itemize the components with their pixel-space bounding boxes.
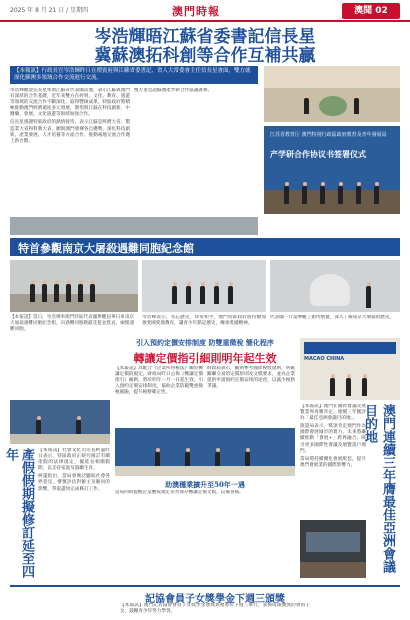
page-header: [0, 0, 410, 22]
signing-ceremony-photo: [264, 126, 400, 214]
story1-body-col1: [10, 88, 130, 213]
award-banner-text: MACAO CHINA: [304, 356, 345, 362]
story4-paragraph: 當局將持續優化會展配套，提升澳門會展業的國際影響力。: [300, 456, 366, 468]
conference-photo: [300, 520, 366, 578]
story2-caption: 【本報訊】當日，岑浩輝率澳門特區代表團參觀侵華日軍南京大屠殺遇難同胞紀念館，向遇難同胞敬獻花籃並默哀，緬懷遇難同胞。: [10, 315, 135, 332]
story1-headline: [10, 28, 400, 66]
story4-headline: 澳門連續三年膺最佳亞洲會議目的地: [362, 404, 395, 573]
story2-body-col2: [270, 315, 400, 335]
story5-body: [38, 448, 110, 578]
section-badge: 澳聞 02: [342, 3, 400, 19]
story4-paragraph: 【本報訊】澳門在國際會議及展覽業界再獲肯定，連續三年獲評為「最佳亞洲會議目的地」。: [300, 404, 366, 422]
story1-paragraph: 信長星感謝特區政府的熱情接待，表示江蘇是經濟大省、製造業大省和科教大省，願與澳門發揮各自優勢，深化科技創新、產業發展、人才培養等方面合作，推動兩地交流合作邁上新台階。: [10, 120, 130, 144]
memorial-photo-1: [10, 260, 138, 312]
story2-banner: [10, 238, 400, 256]
story3-paragraph: 【本報訊】為配合《企業所得稅法》關於轉讓定價的規定，財政局昨日公佈《轉讓定價指引》細則，將於明年一月一日起生效，引入預約定價安排制度，協助企業防範雙重徵稅風險，提升稅務確定性。: [115, 366, 203, 396]
bottom-body: 【本報訊】澳門記者協會會員子女獎學金頒獎典禮將於下週三舉行，表揚成績優異的會員子女，鼓勵青少年努力學習。: [120, 603, 310, 615]
memorial-photo-2: [142, 260, 266, 312]
story3-paragraph: 當局同時提醒企業應按規定妥善保存轉讓定價文檔，以備查核。: [115, 490, 244, 495]
story3-body-col1: [115, 366, 203, 426]
meeting-photo: [264, 66, 400, 122]
story1-headline-line1: 岑浩輝晤江蘇省委書記信長星: [94, 27, 316, 47]
signing-backdrop-line2: 产学研合作协议书签署仪式: [270, 150, 366, 159]
story1-wide-photo: [10, 217, 258, 235]
signing-backdrop-line1: 江苏省教育厅 澳門特別行政區政府教育及青年發展局: [270, 132, 387, 138]
story1-paragraph: 雙方並見證蘇澳產學研合作協議簽署。: [134, 88, 213, 93]
maternity-meeting-photo: [10, 400, 110, 444]
story1-paragraph: 岑浩輝歡迎信長星率領江蘇省代表團訪澳，表示江蘇與澳門有深厚的合作基礎，近年來雙方在經貿、文化、教育、旅遊等領域的交流合作不斷深化，取得豐碩成果。特區政府將積極推動澳門經濟適度多元發展，期望與江蘇在科技創新、中醫藥、會展、文化旅遊等領域加強合作。: [10, 88, 130, 118]
story2-paragraph: 代表團一行還參觀了館內展覽，深入了解南京大屠殺的歷史。: [270, 315, 395, 320]
story3-body-col2: [207, 366, 295, 426]
story5-paragraph: 柯嵐指出，當局會廣泛聽取社會各界意見，審慎評估對僱主及僱員的影響，爭取盡快完成修訂工作。: [38, 474, 110, 492]
tax-briefing-photo: [115, 428, 295, 476]
bottom-story: [10, 585, 400, 615]
bottom-headline: 記協會員子女獎學金下週三頒獎: [145, 594, 285, 605]
story2-paragraph: 岑浩輝表示，勿忘歷史，珍愛和平，澳門特區政府將持續加強愛國愛澳教育，讓青少年銘記歷史，傳承愛國精神。: [142, 315, 266, 327]
story1-body-col2: [134, 88, 258, 213]
masthead: 澳門時報: [172, 5, 220, 18]
story5-paragraph: 【本報訊】社會文化司司長柯嵐昨日表示，特區政府正研究修訂有關產假的法律規定，擬延長相關假期，以支持家庭及鼓勵生育。: [38, 448, 110, 472]
story1-lead: 【本報訊】行政長官岑浩輝昨日在禮賓府與江蘇省委書記、省人大常委會主任信長星會面，雙方就深化蘇澳多領域合作交流進行交流。: [10, 66, 258, 84]
story2-body-col1: [142, 315, 266, 335]
issue-date: 2025 年 8 月 21 日 / 星期四: [10, 7, 89, 14]
story4-paragraph: 旅遊局表示，獎項肯定澳門作為國際會展城市的實力，未來將繼續推動「會展+」跨界融合，吸引更多國際性會議及展覽落戶澳門。: [300, 424, 366, 454]
story1-headline-line2: 冀蘇澳拓科創等合作互補共贏: [94, 46, 316, 66]
story3-headline: 轉讓定價指引細則明年起生效: [133, 352, 277, 365]
award-photo: [300, 338, 400, 400]
story3-sub-body: [115, 490, 295, 516]
memorial-photo-3: [270, 260, 400, 312]
story2-headline: 特首參觀南京大屠殺遇難同胞紀念館: [18, 242, 194, 255]
story3-subhead: 助澳穩業擴升至50年一遇: [165, 480, 245, 489]
story3-kicker: 引入預約定價安排制度 防雙重徵稅 簡化程序: [136, 338, 274, 347]
story5-headline: 產假假期擬修訂延至四年: [3, 448, 34, 578]
story3-paragraph: 財政局表示，細則參考國際稅收規則，明確關聯交易的定價原則及文檔要求，並為企業提供申請預約定價安排的途徑，以減少稅務爭議。: [207, 366, 295, 390]
